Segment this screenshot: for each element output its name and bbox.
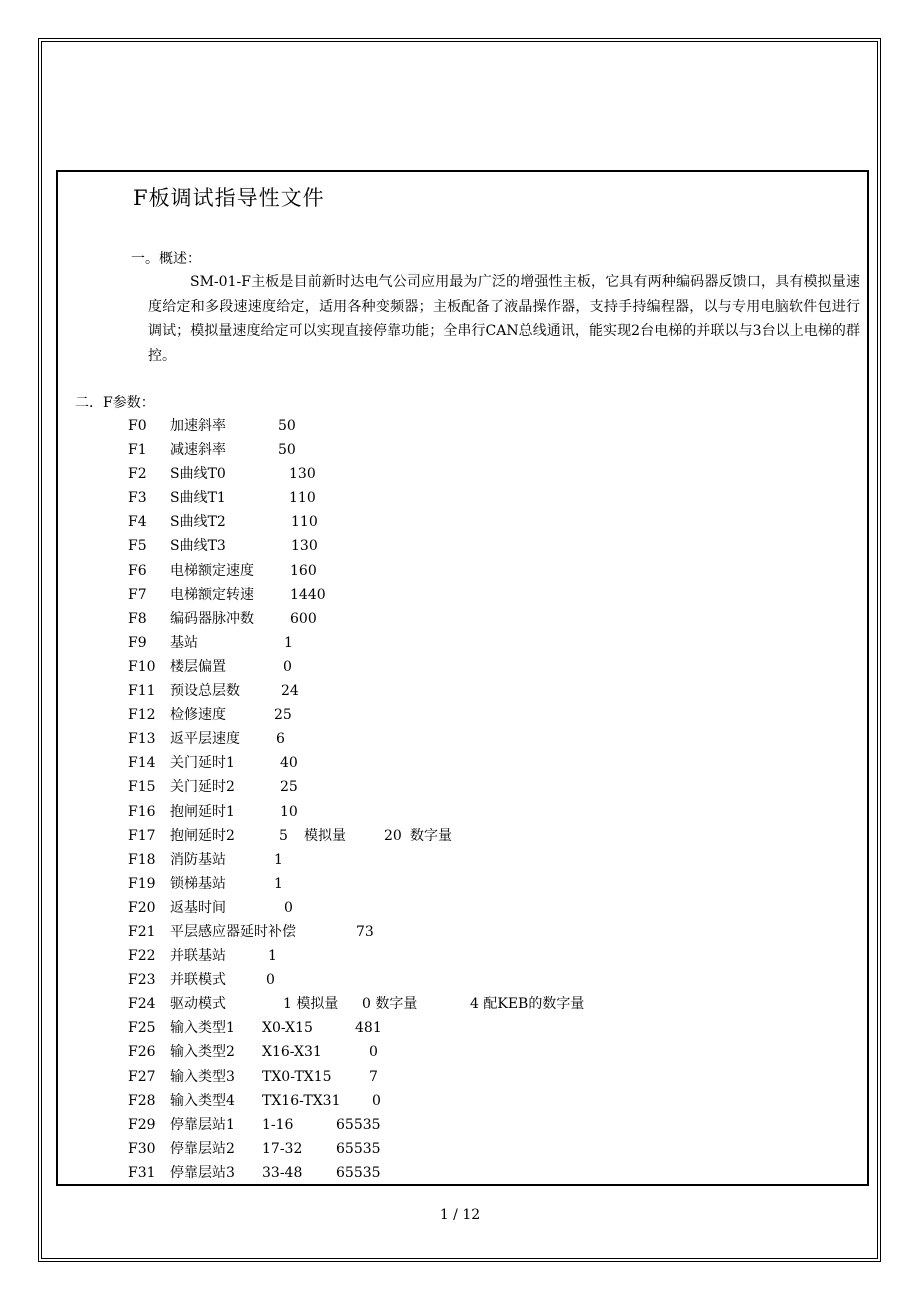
param-name: 输入类型2 — [170, 1044, 235, 1061]
param-value: 1 — [274, 851, 283, 868]
overview-paragraph — [148, 270, 860, 368]
param-code: F17 — [128, 827, 156, 844]
param-name: 输入类型1 — [170, 1020, 235, 1037]
param-value: 65535 — [336, 1140, 381, 1157]
param-code: F4 — [128, 514, 147, 531]
param-name: 电梯额定速度 — [170, 562, 254, 579]
param-name: 加速斜率 — [170, 418, 226, 434]
param-value: 130 — [289, 466, 316, 483]
param-value: 1 — [284, 634, 293, 651]
param-value: 65535 — [336, 1116, 381, 1133]
param-range: X16-X31 — [262, 1044, 322, 1061]
overview-text: SM-01-F主板是目前新时达电气公司应用最为广泛的增强性主板，它具有两种编码器反馈口，具有模拟量速度给定和多段速速度给定，适用各种变频器；主板配备了液晶操作器，支持手持编程器，以与专用电脑软件包进行调试；模拟量速度给定可以实现直接停靠功能；全串行CAN总线通讯，能实现2台电梯的并联以与3台以上电梯的群控。 — [148, 274, 860, 364]
param-name: 抱闸延时1 — [170, 803, 235, 820]
param-code: F24 — [128, 996, 156, 1013]
param-name: 关门延时2 — [170, 779, 235, 796]
param-note: 数字量 — [410, 827, 452, 844]
param-value: 110 — [291, 514, 318, 531]
param-value: 24 — [281, 683, 299, 700]
param-name: S曲线T0 — [170, 466, 226, 483]
param-name: 平层感应器延时补偿 — [170, 923, 296, 940]
param-name: 减速斜率 — [170, 442, 226, 459]
param-value: 160 — [290, 562, 317, 579]
param-note: 20 — [384, 827, 402, 844]
param-value: 1440 — [290, 586, 326, 603]
param-value: 1 — [274, 875, 283, 892]
param-value: 25 — [280, 779, 298, 796]
param-note: 0 数字量 — [362, 996, 418, 1013]
param-name: S曲线T3 — [170, 538, 226, 555]
param-code: F30 — [128, 1140, 156, 1157]
param-name: 抱闸延时2 — [170, 827, 235, 844]
param-name: 返基时间 — [170, 899, 226, 916]
param-code: F27 — [128, 1068, 156, 1085]
param-name: 并联基站 — [170, 948, 226, 965]
param-name: 基站 — [170, 634, 198, 651]
param-code: F12 — [128, 707, 156, 724]
param-name: 停靠层站1 — [170, 1116, 235, 1133]
params-heading: 二．F参数： — [75, 395, 155, 411]
param-name: 驱动模式 — [170, 996, 226, 1013]
param-code: F26 — [128, 1044, 156, 1061]
param-name: 输入类型3 — [170, 1068, 235, 1085]
param-name: 停靠层站3 — [170, 1164, 235, 1181]
param-value: 0 — [283, 658, 292, 675]
param-code: F28 — [128, 1092, 156, 1109]
param-name: 锁梯基站 — [170, 875, 226, 892]
param-value: 5 — [279, 827, 288, 844]
param-value: 73 — [356, 923, 374, 940]
param-value: 0 — [266, 972, 275, 989]
param-code: F0 — [128, 418, 147, 434]
param-value: 6 — [276, 731, 285, 748]
param-name: 并联模式 — [170, 972, 226, 989]
param-value: 0 — [369, 1044, 378, 1061]
param-code: F2 — [128, 466, 147, 483]
param-value: 130 — [291, 538, 318, 555]
param-name: 关门延时1 — [170, 755, 235, 772]
param-code: F16 — [128, 803, 156, 820]
page-number: 1 / 12 — [439, 1207, 481, 1223]
param-name: 停靠层站2 — [170, 1140, 235, 1157]
document-title: F板调试指导性文件 — [133, 186, 325, 210]
param-range: 1-16 — [262, 1116, 294, 1133]
param-code: F21 — [128, 923, 156, 940]
param-name: 楼层偏置 — [170, 658, 226, 675]
param-code: F14 — [128, 755, 156, 772]
param-value: 1 — [268, 948, 277, 965]
param-value: 481 — [355, 1020, 382, 1037]
param-code: F20 — [128, 899, 156, 916]
param-code: F8 — [128, 610, 147, 627]
param-range: TX16-TX31 — [262, 1092, 341, 1109]
param-range: TX0-TX15 — [262, 1068, 332, 1085]
param-code: F15 — [128, 779, 156, 796]
param-value: 7 — [369, 1068, 378, 1085]
param-name: 编码器脉冲数 — [170, 610, 254, 627]
param-note: 4 配KEB的数字量 — [470, 996, 585, 1013]
param-code: F6 — [128, 562, 147, 579]
overview-heading: 一。概述： — [131, 251, 201, 267]
param-code: F19 — [128, 875, 156, 892]
param-name: S曲线T1 — [170, 490, 226, 507]
param-value: 600 — [290, 610, 317, 627]
param-name: 检修速度 — [170, 707, 226, 724]
param-range: 17-32 — [262, 1140, 303, 1157]
param-code: F7 — [128, 586, 147, 603]
param-range: 33-48 — [262, 1164, 303, 1181]
param-value: 1 模拟量 — [283, 996, 339, 1013]
param-code: F25 — [128, 1020, 156, 1037]
param-code: F29 — [128, 1116, 156, 1133]
param-value: 40 — [280, 755, 298, 772]
param-code: F13 — [128, 731, 156, 748]
param-name: 预设总层数 — [170, 683, 240, 700]
param-name: 消防基站 — [170, 851, 226, 868]
param-value: 10 — [280, 803, 298, 820]
param-code: F1 — [128, 442, 147, 459]
param-code: F5 — [128, 538, 147, 555]
param-code: F9 — [128, 634, 147, 651]
param-code: F11 — [128, 683, 156, 700]
param-code: F23 — [128, 972, 156, 989]
param-range: X0-X15 — [262, 1020, 313, 1037]
param-value: 0 — [284, 899, 293, 916]
param-value: 65535 — [336, 1164, 381, 1181]
param-value: 0 — [372, 1092, 381, 1109]
param-value: 50 — [278, 418, 296, 434]
param-name: 输入类型4 — [170, 1092, 235, 1109]
param-code: F22 — [128, 948, 156, 965]
param-name: 返平层速度 — [170, 731, 240, 748]
param-value: 25 — [274, 707, 292, 724]
param-note: 模拟量 — [304, 827, 346, 844]
param-code: F18 — [128, 851, 156, 868]
param-value: 110 — [289, 490, 316, 507]
param-name: 电梯额定转速 — [170, 586, 254, 603]
param-code: F3 — [128, 490, 147, 507]
param-code: F10 — [128, 658, 156, 675]
param-value: 50 — [278, 442, 296, 459]
param-code: F31 — [128, 1164, 156, 1181]
param-name: S曲线T2 — [170, 514, 226, 531]
